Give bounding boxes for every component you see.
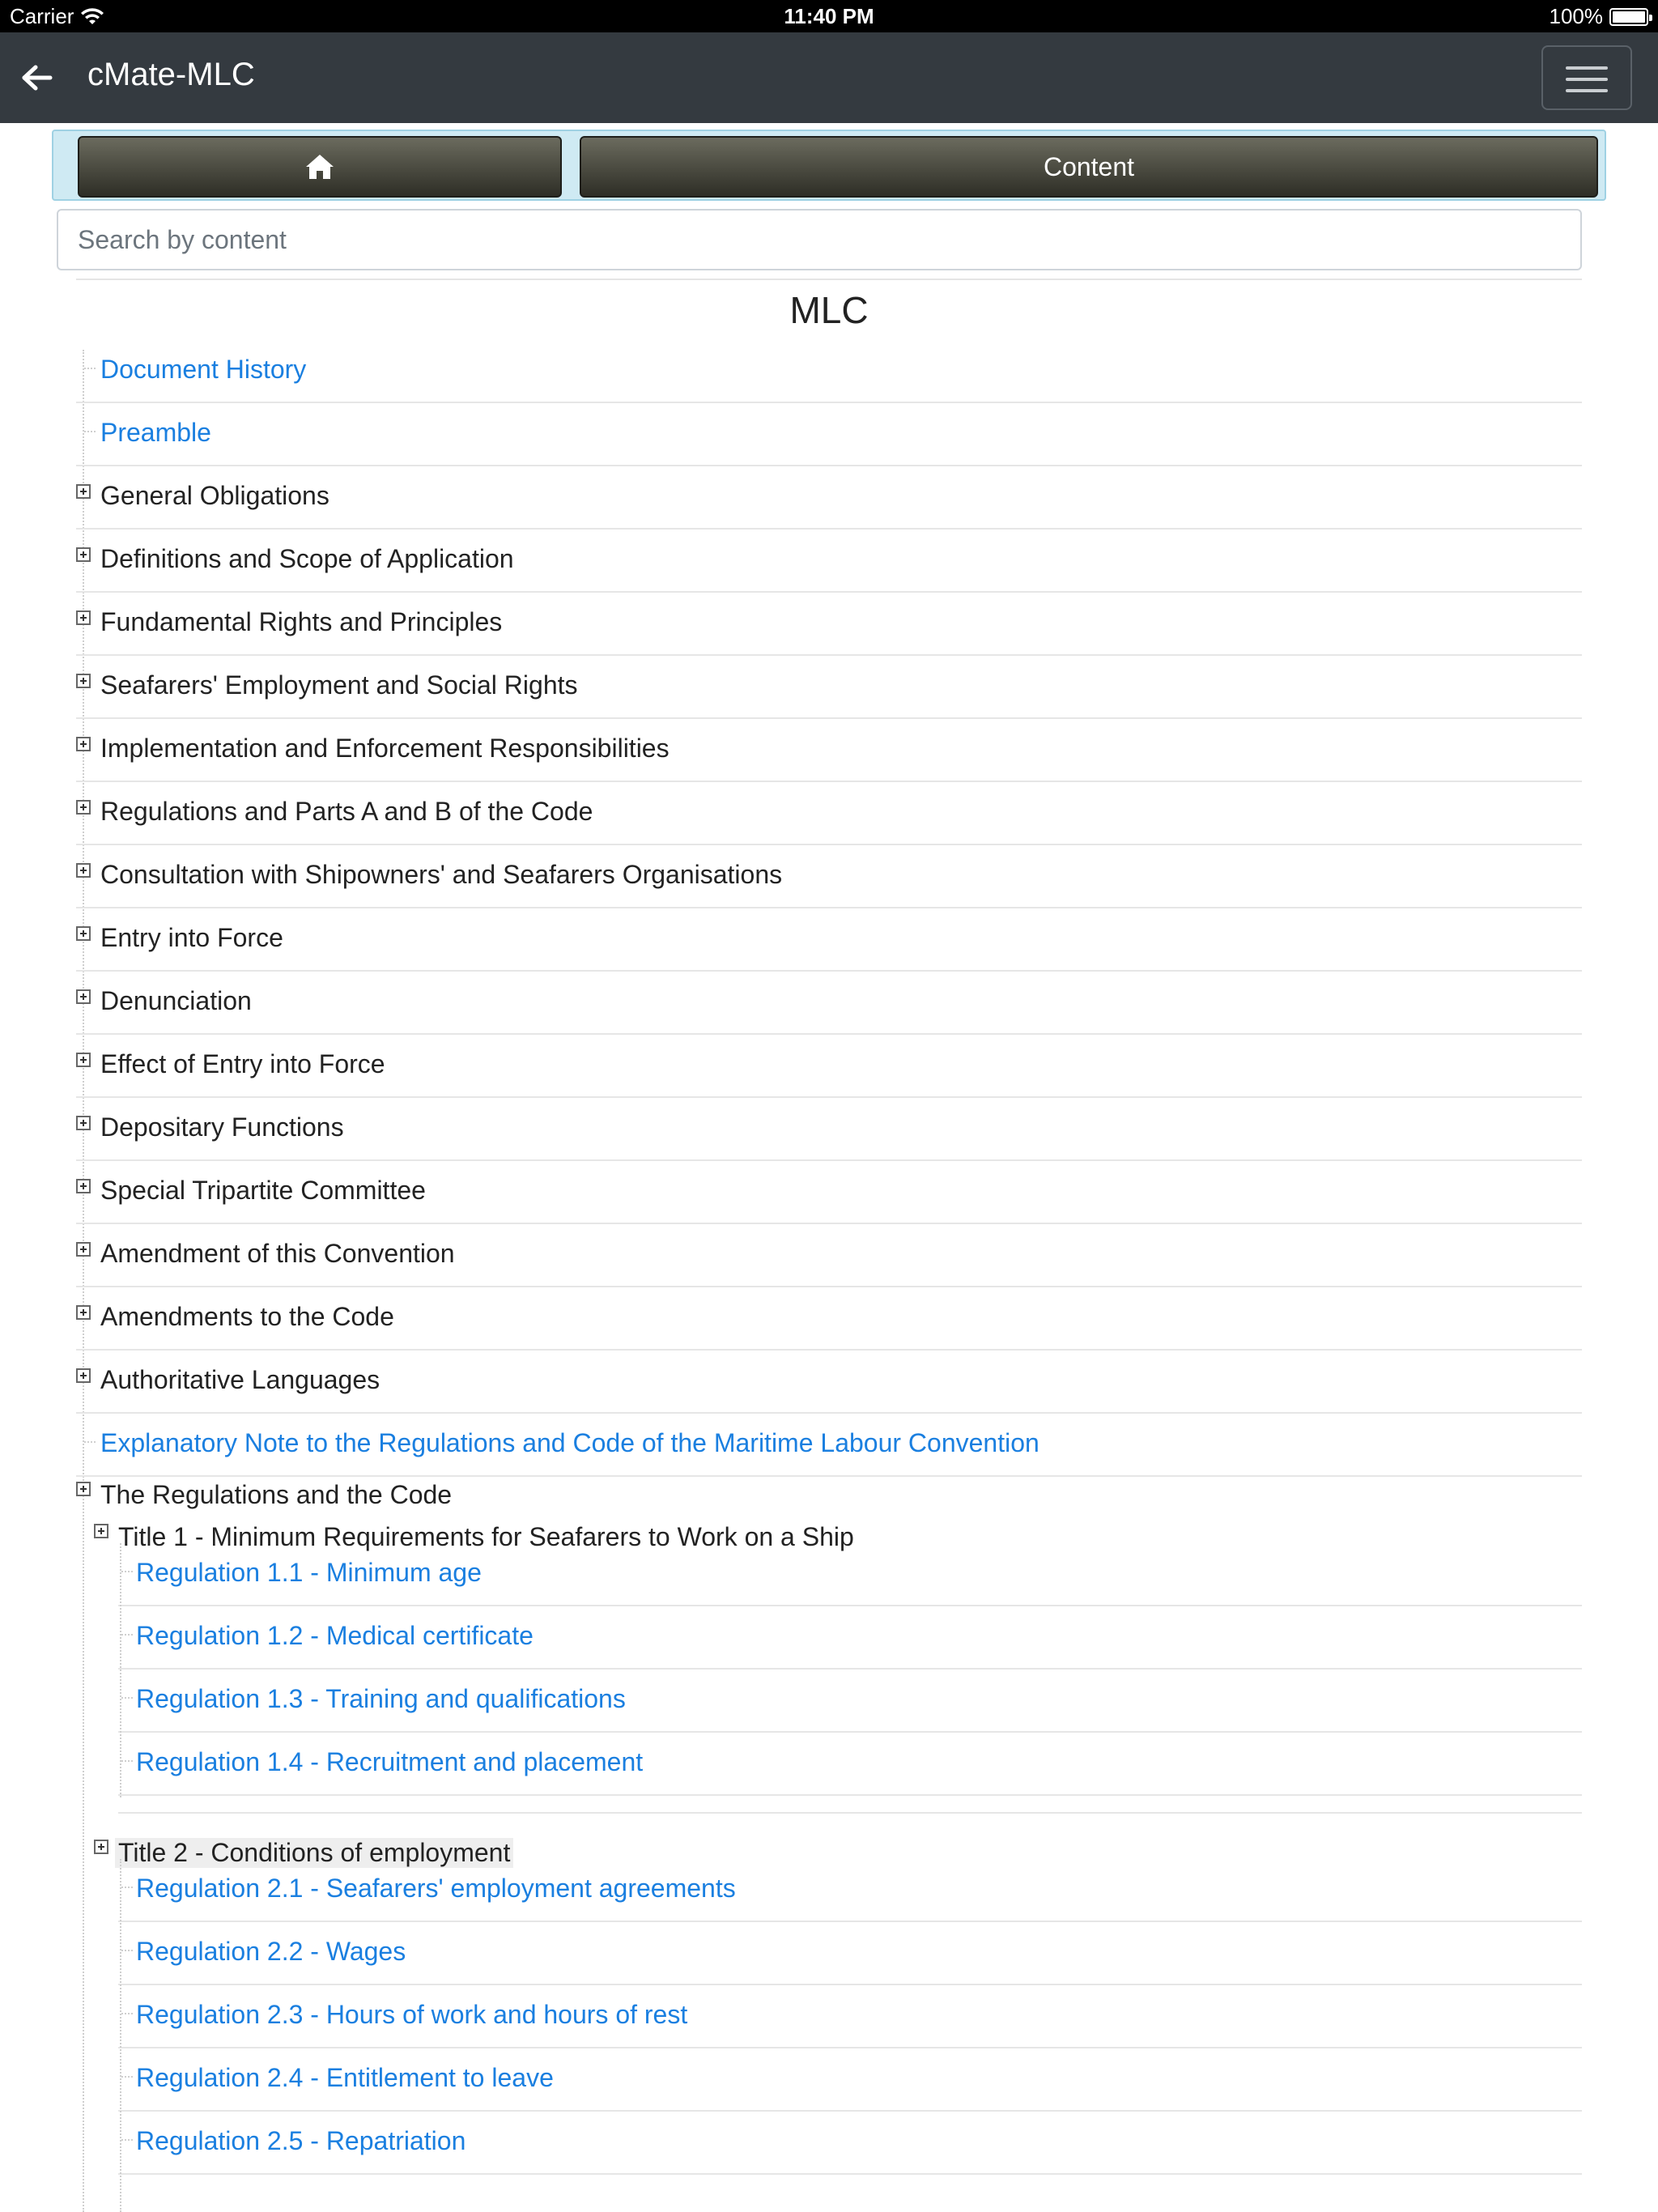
tree-link-label[interactable]: Regulation 2.5 - Repatriation bbox=[136, 2126, 466, 2155]
battery-indicator bbox=[1550, 4, 1649, 29]
tree-node-label: Implementation and Enforcement Responsibilities bbox=[100, 734, 670, 763]
expand-plus-icon[interactable] bbox=[76, 737, 91, 751]
menu-bar bbox=[1566, 66, 1608, 70]
tree-connector bbox=[121, 1571, 133, 1572]
tree-row-regulation-2-5-repatriation[interactable] bbox=[118, 2112, 1582, 2175]
tree-node-label: Denunciation bbox=[100, 986, 252, 1015]
expand-plus-icon[interactable] bbox=[76, 1116, 91, 1130]
tree-connector bbox=[121, 1634, 133, 1636]
tree-connector bbox=[121, 2139, 133, 2141]
tree-link-label[interactable]: Regulation 2.4 - Entitlement to leave bbox=[136, 2063, 554, 2092]
expand-plus-icon[interactable] bbox=[76, 1305, 91, 1320]
tree-node-label: Authoritative Languages bbox=[100, 1365, 380, 1394]
tree-link-label[interactable]: Explanatory Note to the Regulations and Code of the Maritime Labour Convention bbox=[100, 1428, 1039, 1457]
expand-plus-icon[interactable] bbox=[76, 1179, 91, 1193]
tree-row-document-history[interactable] bbox=[76, 340, 1582, 403]
tree-row-regulation-1-4-recruitment-and-placement[interactable] bbox=[118, 1733, 1582, 1796]
tree-connector bbox=[121, 1697, 133, 1699]
content-button[interactable]: Content bbox=[580, 136, 1598, 198]
tree-row-seafarers-employment-and-social-rights bbox=[76, 656, 1582, 719]
expand-plus-icon[interactable] bbox=[94, 1840, 108, 1854]
search-input[interactable] bbox=[57, 209, 1582, 270]
tree-link-label[interactable]: Regulation 1.3 - Training and qualifications bbox=[136, 1684, 626, 1713]
tree-link-label[interactable]: Regulation 2.1 - Seafarers' employment agreements bbox=[136, 1874, 736, 1903]
carrier-label: Carrier bbox=[10, 4, 74, 28]
tree-guide-line bbox=[120, 1543, 121, 1797]
status-bar bbox=[0, 0, 1658, 32]
navbar bbox=[0, 32, 1658, 123]
tree-node-label: The Regulations and the Code bbox=[100, 1480, 453, 1509]
tree-row-regulation-2-4-entitlement-to-leave[interactable] bbox=[118, 2048, 1582, 2112]
expand-plus-icon[interactable] bbox=[76, 1482, 91, 1496]
tree-node-label: Depositary Functions bbox=[100, 1112, 344, 1142]
tree-connector bbox=[84, 431, 96, 432]
battery-icon bbox=[1609, 8, 1648, 26]
tree-row-depositary-functions bbox=[76, 1098, 1582, 1161]
tree-row-effect-of-entry-into-force bbox=[76, 1035, 1582, 1098]
tree-row-denunciation bbox=[76, 972, 1582, 1035]
tree-node-label: Definitions and Scope of Application bbox=[100, 544, 514, 573]
tree-connector bbox=[84, 1441, 96, 1443]
tree-link-label[interactable]: Regulation 1.1 - Minimum age bbox=[136, 1558, 482, 1587]
divider bbox=[76, 279, 1582, 280]
tree-row-regulation-2-1-seafarers-employment-agreements[interactable] bbox=[118, 1859, 1582, 1922]
tree-row-regulation-2-3-hours-of-work-and-hours-of-rest[interactable] bbox=[118, 1985, 1582, 2048]
clock: 11:40 PM bbox=[784, 4, 874, 28]
tree-row-special-tripartite-committee bbox=[76, 1161, 1582, 1224]
tree-node-label: Amendments to the Code bbox=[100, 1302, 394, 1331]
tree-node-label: Title 2 - Conditions of employment bbox=[115, 1838, 513, 1868]
back-arrow-icon[interactable] bbox=[21, 63, 53, 92]
tree-guide-line bbox=[120, 1859, 121, 2212]
tree-node-label: Effect of Entry into Force bbox=[100, 1049, 385, 1078]
tree-node-label: Entry into Force bbox=[100, 923, 283, 952]
tree-connector bbox=[121, 2076, 133, 2078]
tree-node-label: Consultation with Shipowners' and Seafarers Organisations bbox=[100, 860, 783, 889]
tree-row-amendment-of-this-convention bbox=[76, 1224, 1582, 1287]
app-title: cMate-MLC bbox=[87, 57, 255, 92]
tree-row-regulation-2-2-wages[interactable] bbox=[118, 1922, 1582, 1985]
tree-connector bbox=[84, 368, 96, 369]
expand-plus-icon[interactable] bbox=[76, 863, 91, 878]
tree-connector bbox=[121, 1760, 133, 1762]
expand-plus-icon[interactable] bbox=[76, 800, 91, 815]
tree-row-consultation-with-shipowners-and-seafarers-organisations bbox=[76, 845, 1582, 908]
tree-row-regulation-1-2-medical-certificate[interactable] bbox=[118, 1606, 1582, 1670]
tree-node-label: Amendment of this Convention bbox=[100, 1239, 455, 1268]
hamburger-menu-button[interactable] bbox=[1541, 45, 1632, 110]
expand-plus-icon[interactable] bbox=[76, 484, 91, 499]
tree-node-label: Special Tripartite Committee bbox=[100, 1176, 426, 1205]
tree-row-fundamental-rights-and-principles bbox=[76, 593, 1582, 656]
expand-plus-icon[interactable] bbox=[76, 1368, 91, 1383]
tree-row-general-obligations bbox=[76, 466, 1582, 530]
expand-plus-icon[interactable] bbox=[76, 610, 91, 625]
expand-plus-icon[interactable] bbox=[76, 674, 91, 688]
expand-plus-icon[interactable] bbox=[76, 989, 91, 1004]
tree-link-label[interactable]: Document History bbox=[100, 355, 307, 384]
home-icon bbox=[304, 153, 335, 181]
tree-link-label[interactable]: Regulation 1.4 - Recruitment and placement bbox=[136, 1747, 644, 1776]
expand-plus-icon[interactable] bbox=[76, 926, 91, 941]
tree-row-regulations-and-parts-a-and-b-of-the-code bbox=[76, 782, 1582, 845]
tree-connector bbox=[121, 1950, 133, 1951]
tree-row-implementation-and-enforcement-responsibilities bbox=[76, 719, 1582, 782]
tree-connector bbox=[121, 1887, 133, 1888]
tree-connector bbox=[121, 2013, 133, 2014]
tree-link-label[interactable]: Regulation 1.2 - Medical certificate bbox=[136, 1621, 534, 1650]
tree-row-regulation-1-3-training-and-qualifications[interactable] bbox=[118, 1670, 1582, 1733]
tree-row-authoritative-languages bbox=[76, 1351, 1582, 1414]
expand-plus-icon[interactable] bbox=[76, 1053, 91, 1067]
tree-separator bbox=[118, 1812, 1582, 1814]
tree-node-label: Seafarers' Employment and Social Rights bbox=[100, 670, 578, 700]
tree-row-amendments-to-the-code bbox=[76, 1287, 1582, 1351]
tree-row-entry-into-force bbox=[76, 908, 1582, 972]
tree-node-label: General Obligations bbox=[100, 481, 329, 510]
expand-plus-icon[interactable] bbox=[94, 1524, 108, 1538]
expand-plus-icon[interactable] bbox=[76, 1242, 91, 1257]
home-button[interactable] bbox=[78, 136, 562, 198]
tree-node-label: Fundamental Rights and Principles bbox=[100, 607, 503, 636]
expand-plus-icon[interactable] bbox=[76, 547, 91, 562]
page-title: MLC bbox=[789, 289, 869, 331]
tree-row-explanatory-note-to-the-regulations-and-code-of-the-maritime-labour-convention[interactable] bbox=[76, 1414, 1582, 1477]
tree-node-label: Title 1 - Minimum Requirements for Seafarers to Work on a Ship bbox=[118, 1522, 854, 1551]
tree-row-preamble[interactable] bbox=[76, 403, 1582, 466]
tree-row-definitions-and-scope-of-application bbox=[76, 530, 1582, 593]
tree-node-label: Regulations and Parts A and B of the Code bbox=[100, 797, 593, 826]
tree-row-the-regulations-and-the-code bbox=[76, 1477, 1582, 1519]
menu-bar bbox=[1566, 89, 1608, 92]
menu-bar bbox=[1566, 78, 1608, 81]
battery-percent: 100% bbox=[1549, 4, 1603, 28]
tree-link-label[interactable]: Preamble bbox=[100, 418, 211, 447]
tree-link-label[interactable]: Regulation 2.3 - Hours of work and hours of rest bbox=[136, 2000, 688, 2029]
tree-row-regulation-1-1-minimum-age[interactable] bbox=[118, 1543, 1582, 1606]
button-strip bbox=[52, 130, 1606, 201]
tree-link-label[interactable]: Regulation 2.2 - Wages bbox=[136, 1937, 406, 1966]
